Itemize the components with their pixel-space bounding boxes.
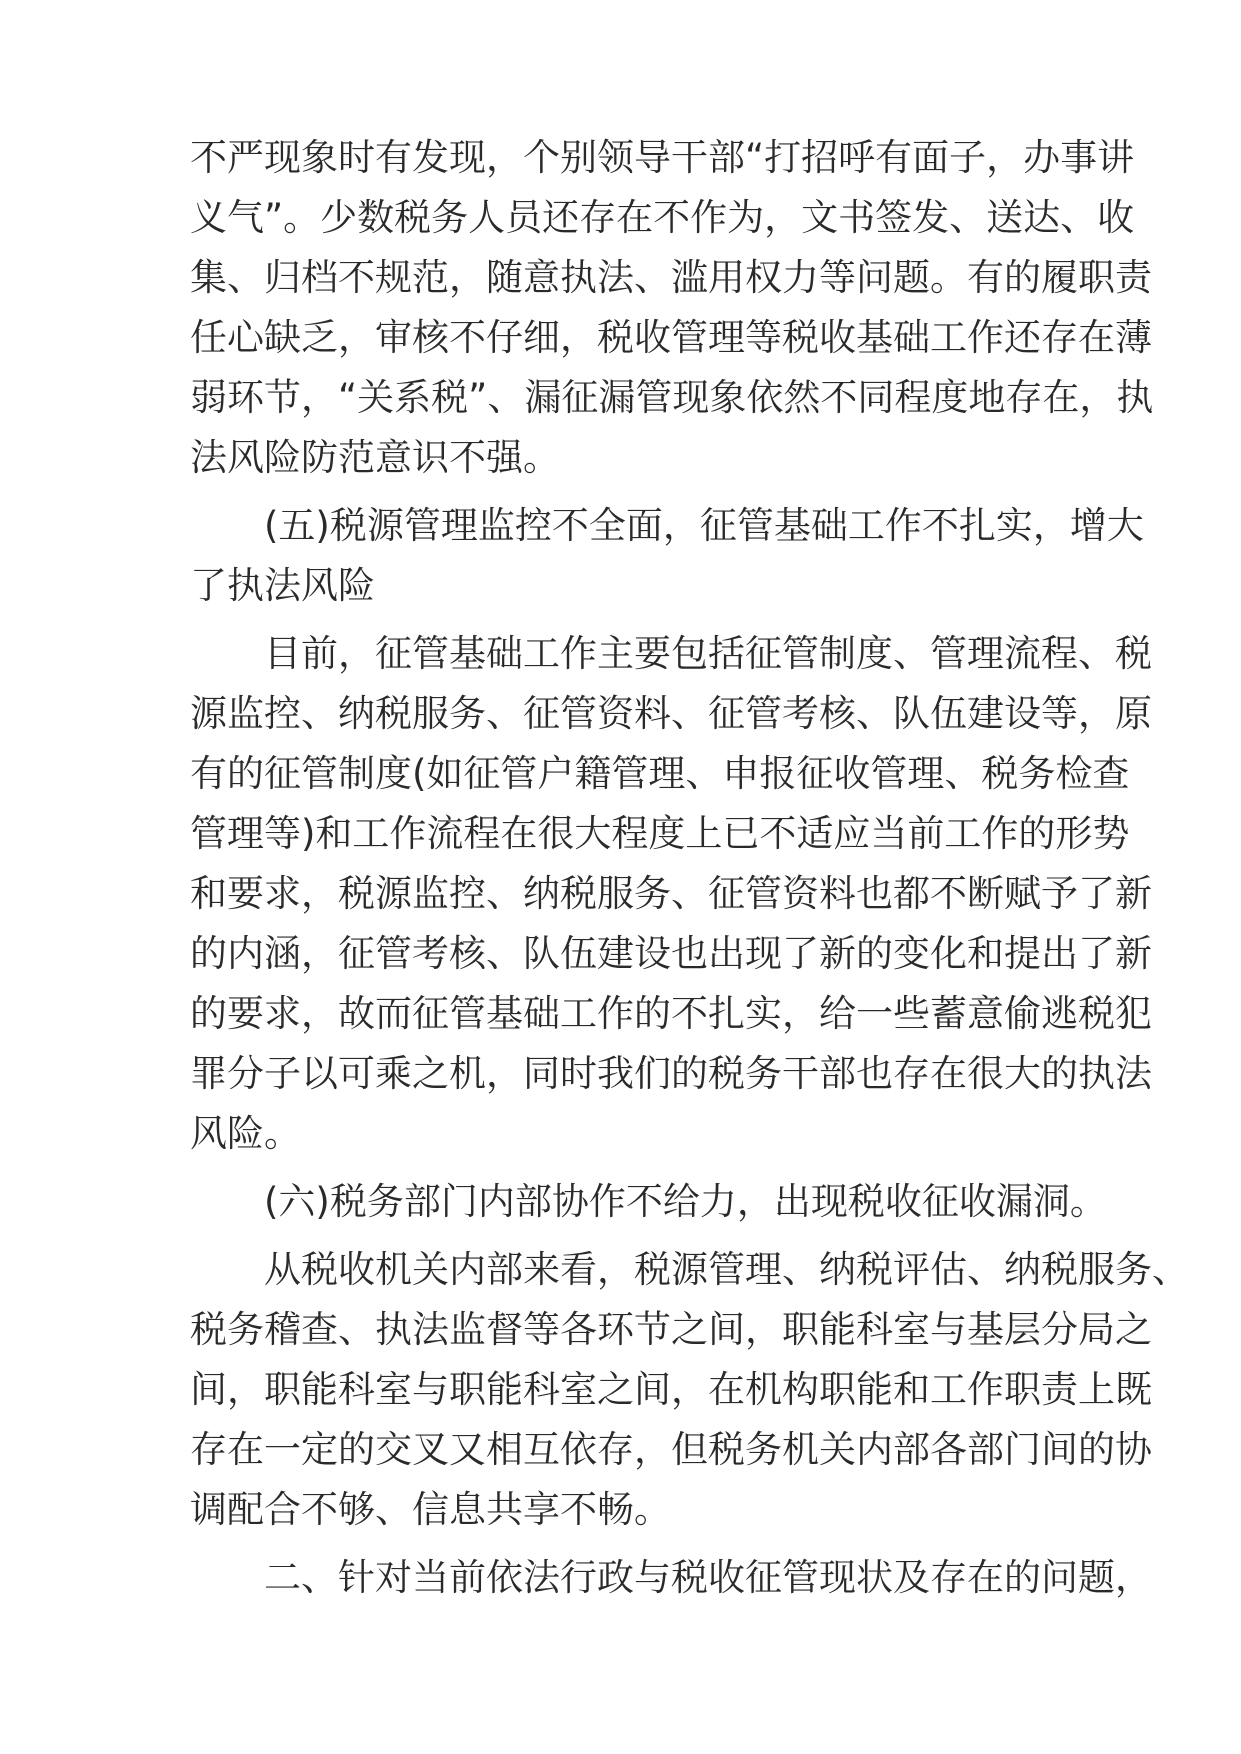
- text-line: 的要求，故而征管基础工作的不扎实，给一些蓄意偷逃税犯: [190, 992, 1152, 1035]
- text-line: 集、归档不规范，随意执法、滥用权力等问题。有的履职责: [190, 256, 1152, 299]
- text-line: 弱环节，“关系税”、漏征漏管现象依然不同程度地存在，执: [190, 376, 1154, 419]
- heading-line: (五)税源管理监控不全面，征管基础工作不扎实，增大: [264, 504, 1144, 547]
- text-line: 源监控、纳税服务、征管资料、征管考核、队伍建设等，原: [190, 692, 1152, 735]
- heading-line: 二、针对当前依法行政与税收征管现状及存在的问题，: [264, 1556, 1152, 1599]
- text-line: 任心缺乏，审核不仔细，税收管理等税收基础工作还存在薄: [190, 316, 1152, 359]
- text-line: 从税收机关内部来看，税源管理、纳税评估、纳税服务、: [264, 1248, 1189, 1291]
- heading-line: 了执法风险: [190, 564, 375, 607]
- text-line: 法风险防范意识不强。: [190, 436, 560, 479]
- text-line: 管理等)和工作流程在很大程度上已不适应当前工作的形势: [190, 812, 1130, 855]
- text-line: 有的征管制度(如征管户籍管理、申报征收管理、税务检查: [190, 752, 1130, 795]
- heading-line: (六)税务部门内部协作不给力，出现税收征收漏洞。: [264, 1180, 1107, 1223]
- text-line: 目前，征管基础工作主要包括征管制度、管理流程、税: [264, 632, 1152, 675]
- text-line: 间，职能科室与职能科室之间，在机构职能和工作职责上既: [190, 1368, 1152, 1411]
- text-line: 和要求，税源监控、纳税服务、征管资料也都不断赋予了新: [190, 872, 1152, 915]
- text-line: 税务稽查、执法监督等各环节之间，职能科室与基层分局之: [190, 1308, 1152, 1351]
- text-line: 不严现象时有发现，个别领导干部“打招呼有面子，办事讲: [190, 136, 1135, 179]
- section-heading-5: [190, 496, 1144, 616]
- section-heading-6: [190, 1172, 1107, 1232]
- text-line: 的内涵，征管考核、队伍建设也出现了新的变化和提出了新: [190, 932, 1152, 975]
- paragraph-internal-cooperation: [190, 1240, 1189, 1540]
- text-line: 调配合不够、信息共享不畅。: [190, 1488, 671, 1531]
- paragraph-law-enforcement: [190, 128, 1154, 488]
- text-line: 罪分子以可乘之机，同时我们的税务干部也存在很大的执法: [190, 1052, 1152, 1095]
- document-page: [190, 128, 1189, 1608]
- text-line: 义气”。少数税务人员还存在不作为，文书签发、送达、收: [190, 196, 1135, 239]
- text-line: 风险。: [190, 1112, 301, 1155]
- text-line: 存在一定的交叉又相互依存，但税务机关内部各部门间的协: [190, 1428, 1152, 1471]
- section-heading-2: [190, 1548, 1152, 1608]
- paragraph-collection-foundation: [190, 624, 1152, 1164]
